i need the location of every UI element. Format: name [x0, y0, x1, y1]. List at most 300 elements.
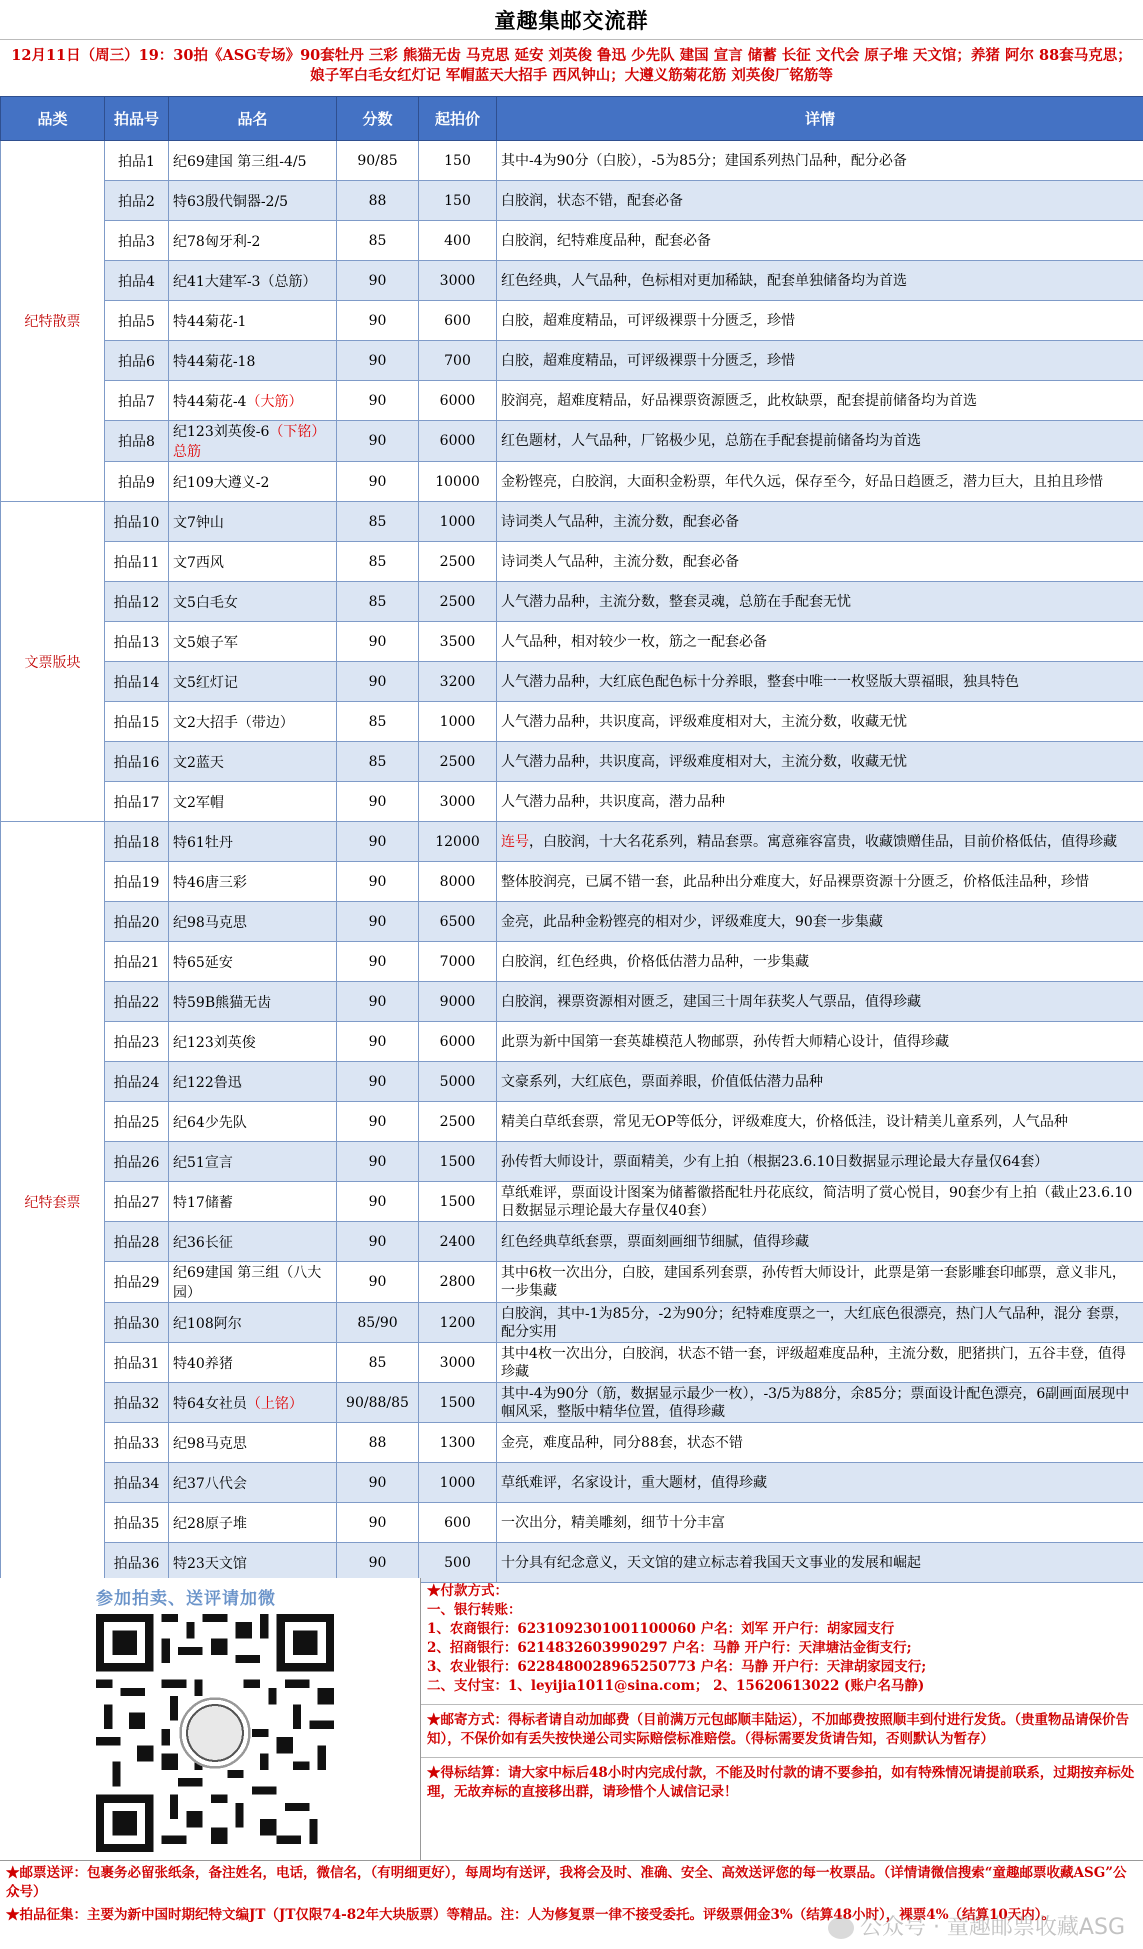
lot-number: 拍品8: [105, 421, 169, 462]
payment-info-panel: [420, 1578, 1143, 1860]
table-row: [1, 381, 1143, 421]
item-details: [497, 1102, 1143, 1142]
details-text: 金粉铿亮，白胶润，大面积金粉票，年代久远，保存至今，好品日趋匮乏，潜力巨大，且拍且珍惜: [501, 473, 1103, 490]
lot-number: 拍品20: [105, 902, 169, 942]
wechat-qr-code-icon: [95, 1614, 335, 1852]
table-row: [1, 662, 1143, 702]
table-row: [1, 862, 1143, 902]
details-text: 人气潜力品种，主流分数，整套灵魂，总筋在手配套无忧: [501, 593, 851, 610]
score: 90: [337, 381, 419, 421]
item-name: [169, 1543, 337, 1583]
start-price: 9000: [419, 982, 497, 1022]
table-row: [1, 301, 1143, 341]
item-details: [497, 782, 1143, 822]
score: 90: [337, 982, 419, 1022]
table-row: [1, 1463, 1143, 1503]
join-auction-text: 参加拍卖、送评请加微: [96, 1589, 276, 1609]
start-price: 3000: [419, 1343, 497, 1383]
score: 90: [337, 1262, 419, 1303]
item-name: [169, 782, 337, 822]
item-name-text: 文2军帽: [173, 794, 224, 811]
details-text: 其中-4为90分（白胶），-5为85分；建国系列热门品种，配分必备: [501, 152, 907, 169]
item-name-text: 特64女社员: [173, 1395, 247, 1412]
header-lot-no: 拍品号: [105, 97, 169, 141]
score: 90: [337, 942, 419, 982]
table-row: [1, 341, 1143, 381]
item-name-text: 纪36长征: [173, 1234, 233, 1251]
lot-number: 拍品21: [105, 942, 169, 982]
start-price: 1000: [419, 502, 497, 542]
table-row: [1, 702, 1143, 742]
details-text: 白胶润，裸票资源相对匮乏，建国三十周年获奖人气票品，值得珍藏: [501, 993, 921, 1010]
lot-number: 拍品19: [105, 862, 169, 902]
table-row: [1, 1383, 1143, 1423]
table-row: [1, 1182, 1143, 1222]
table-row: [1, 1142, 1143, 1182]
details-text: 一次出分，精美雕刻，细节十分丰富: [501, 1514, 725, 1531]
lot-number: 拍品31: [105, 1343, 169, 1383]
lot-number: 拍品25: [105, 1102, 169, 1142]
table-row: [1, 1343, 1143, 1383]
item-details: [497, 902, 1143, 942]
table-row: [1, 742, 1143, 782]
note-consignment: ★拍品征集：主要为新中国时期纪特文编JT（JT仅限74-82年大块版票）等精品。注：人为修复票一律不接受委托。评级票佣金3%（结算48小时），裸票4%（结算10天内）。: [6, 1907, 1056, 1923]
details-text: 草纸难评，名家设计，重大题材，值得珍藏: [501, 1474, 767, 1491]
item-name: [169, 462, 337, 502]
start-price: 10000: [419, 462, 497, 502]
item-name: [169, 622, 337, 662]
score: 90/85: [337, 141, 419, 181]
table-row: [1, 1503, 1143, 1543]
payment-title: ★付款方式：: [427, 1583, 508, 1599]
score: 90: [337, 1142, 419, 1182]
start-price: 150: [419, 141, 497, 181]
note-grading: ★邮票送评：包裹务必留张纸条，备注姓名，电话，微信名，（有明细更好），每周均有送评，我将会及时、准确、安全、高效送评您的每一枚票品。（详情请微信搜索“童趣邮票收藏ASG”公众号）: [6, 1865, 1127, 1900]
item-name-text: 纪64少先队: [173, 1114, 247, 1131]
table-row: [1, 141, 1143, 181]
start-price: 2800: [419, 1262, 497, 1303]
item-name-text: 纪78匈牙利-2: [173, 233, 261, 250]
details-text: 整体胶润亮，已属不错一套，此品种出分难度大，好品裸票资源十分匮乏，价格低洼品种，珍惜: [501, 873, 1089, 890]
lot-number: 拍品6: [105, 341, 169, 381]
start-price: 6000: [419, 1022, 497, 1062]
start-price: 6000: [419, 381, 497, 421]
start-price: 3000: [419, 261, 497, 301]
score: 88: [337, 1423, 419, 1463]
item-name-text: 文5娘子军: [173, 634, 238, 651]
lot-number: 拍品30: [105, 1303, 169, 1343]
table-row: [1, 942, 1143, 982]
details-text: 白胶润，纪特难度品种，配套必备: [501, 232, 711, 249]
item-name-text: 文7西风: [173, 554, 224, 571]
item-name-highlight: （下铭）: [269, 424, 326, 440]
item-name-text: 特46唐三彩: [173, 874, 247, 891]
score: 90: [337, 1062, 419, 1102]
item-name: [169, 1343, 337, 1383]
settlement-info: ★得标结算：请大家中标后48小时内完成付款，不能及时付款的请不要参拍，如有特殊情况请提前联系，过期按弃标处理，无故弃标的直接移出群，请珍惜个人诚信记录！: [427, 1765, 1135, 1800]
item-details: [497, 462, 1143, 502]
item-name: [169, 942, 337, 982]
item-details: [497, 862, 1143, 902]
item-name-text: 特44菊花-1: [173, 313, 247, 330]
item-name-text: 纪122鲁迅: [173, 1074, 242, 1091]
item-details: [497, 542, 1143, 582]
details-text: 其中4枚一次出分，白胶润，状态不错一套，评级超难度品种，主流分数，肥猪拱门，五谷丰登，值得珍藏: [501, 1345, 1126, 1380]
item-name: [169, 1182, 337, 1222]
lot-number: 拍品17: [105, 782, 169, 822]
score: 85: [337, 582, 419, 622]
start-price: 1300: [419, 1423, 497, 1463]
item-name-text: 文5白毛女: [173, 594, 238, 611]
score: 88: [337, 181, 419, 221]
lot-number: 拍品3: [105, 221, 169, 261]
item-details: [497, 662, 1143, 702]
item-name-text: 纪109大遵义-2: [173, 474, 270, 491]
item-name: [169, 1262, 337, 1303]
item-name-text: 特61牡丹: [173, 834, 233, 851]
item-details: [497, 1022, 1143, 1062]
score: 90: [337, 1222, 419, 1262]
score: 85: [337, 702, 419, 742]
item-name-text: 纪28原子堆: [173, 1515, 247, 1532]
start-price: 2400: [419, 1222, 497, 1262]
table-row: [1, 181, 1143, 221]
header-details: 详情: [497, 97, 1143, 141]
item-name-text: 纪69建国 第三组（八大园）: [173, 1265, 322, 1301]
score: 90: [337, 1543, 419, 1583]
lot-number: 拍品27: [105, 1182, 169, 1222]
item-name: [169, 702, 337, 742]
item-name-text: 纪98马克思: [173, 914, 247, 931]
item-name: [169, 221, 337, 261]
item-name-text: 纪123刘英俊: [173, 1034, 256, 1051]
lot-number: 拍品13: [105, 622, 169, 662]
start-price: 3000: [419, 782, 497, 822]
item-details: [497, 1463, 1143, 1503]
table-row: [1, 542, 1143, 582]
item-details: [497, 1303, 1143, 1343]
details-text: 红色经典，人气品种，色标相对更加稀缺，配套单独储备均为首选: [501, 272, 907, 289]
details-text: 白胶润，红色经典，价格低估潜力品种，一步集藏: [501, 953, 809, 970]
item-details: [497, 181, 1143, 221]
item-details: [497, 822, 1143, 862]
item-name: [169, 1503, 337, 1543]
start-price: 8000: [419, 862, 497, 902]
item-name: [169, 261, 337, 301]
score: 90: [337, 1182, 419, 1222]
item-name-text: 特44菊花-4: [173, 393, 247, 410]
item-name-text: 纪37八代会: [173, 1475, 247, 1492]
item-name-highlight: （大筋）: [246, 393, 303, 410]
item-details: [497, 1062, 1143, 1102]
header-category: 品类: [1, 97, 105, 141]
score: 90: [337, 622, 419, 662]
item-name: [169, 1022, 337, 1062]
score: 85: [337, 221, 419, 261]
lot-number: 拍品28: [105, 1222, 169, 1262]
item-name-suffix: 总筋: [173, 444, 201, 460]
item-name: [169, 1062, 337, 1102]
watermark-text: 公众号 · 童趣邮票收藏ASG: [859, 1915, 1125, 1940]
start-price: 1200: [419, 1303, 497, 1343]
start-price: 1500: [419, 1182, 497, 1222]
table-row: [1, 582, 1143, 622]
item-name-text: 特23天文馆: [173, 1555, 247, 1572]
item-details: [497, 742, 1143, 782]
item-name-text: 文2大招手（带边）: [173, 714, 294, 731]
table-row: [1, 622, 1143, 662]
start-price: 1500: [419, 1142, 497, 1182]
table-row: [1, 1543, 1143, 1583]
score: 85: [337, 1343, 419, 1383]
score: 90: [337, 862, 419, 902]
item-name: [169, 421, 337, 462]
alipay-info: 二、支付宝：1、leyijia1011@sina.com； 2、15620613022 (账户名马静): [427, 1678, 925, 1694]
item-name: [169, 1423, 337, 1463]
item-name-text: 纪123刘英俊-6: [173, 424, 270, 440]
table-row: [1, 502, 1143, 542]
details-text: 精美白草纸套票，常见无OP等低分，评级难度大，价格低洼，设计精美儿童系列，人气品种: [501, 1113, 1068, 1130]
item-details: [497, 502, 1143, 542]
bank-transfer-title: 一、银行转账：: [427, 1602, 522, 1618]
item-name-text: 纪69建国 第三组-4/5: [173, 153, 307, 170]
bank-account-1: 1、农商银行：6231092301001100060 户名：刘军 开户行：胡家园支行: [427, 1621, 895, 1637]
shipping-info: ★邮寄方式：得标者请自动加邮费（目前满万元包邮顺丰陆运），不加邮费按照顺丰到付进行发货。（贵重物品请保价告知），不保价如有丢失按快递公司实际赔偿标准赔偿。（得标需要发货请告知，否则默认为暂存）: [427, 1712, 1129, 1747]
details-text: 孙传哲大师设计，票面精美，少有上拍（根据23.6.10日数据显示理论最大存量仅64套）: [501, 1153, 1049, 1170]
score: 90: [337, 782, 419, 822]
category-cell: 文票版块: [1, 502, 105, 822]
start-price: 12000: [419, 822, 497, 862]
item-details: [497, 982, 1143, 1022]
item-name: [169, 662, 337, 702]
bank-account-2: 2、招商银行：6214832603990297 户名：马静 开户行：天津塘沽金街支行;: [427, 1640, 912, 1656]
details-text: 金亮，难度品种，同分88套，状态不错: [501, 1434, 743, 1451]
details-text: 草纸难评，票面设计图案为储蓄徽搭配牡丹花底纹，简洁明了赏心悦目，90套少有上拍（截止23.6.10日数据显示理论最大存量仅40套）: [501, 1184, 1133, 1219]
item-name-text: 纪98马克思: [173, 1435, 247, 1452]
score: 90: [337, 822, 419, 862]
item-name: [169, 141, 337, 181]
score: 90: [337, 1463, 419, 1503]
start-price: 1000: [419, 1463, 497, 1503]
item-details: [497, 221, 1143, 261]
lot-number: 拍品5: [105, 301, 169, 341]
lot-number: 拍品26: [105, 1142, 169, 1182]
score: 85/90: [337, 1303, 419, 1343]
item-details: [497, 1182, 1143, 1222]
table-row: [1, 1022, 1143, 1062]
details-highlight: 连号: [501, 833, 529, 850]
item-name: [169, 822, 337, 862]
divider: [421, 1704, 1143, 1705]
details-text: 诗词类人气品种，主流分数，配套必备: [501, 553, 739, 570]
details-text: 金亮，此品种金粉铿亮的相对少，评级难度大，90套一步集藏: [501, 913, 883, 930]
item-name: [169, 502, 337, 542]
session-banner: 12月11日（周三）19：30拍《ASG专场》90套牡丹 三彩 熊猫无齿 马克思 延安 刘英俊 鲁迅 少先队 建国 宣言 储蓄 长征 文代会 原子堆 天文馆；养猪 阿尔 88套马克思；娘子军白毛女红灯记 军帽蓝天大招手 西风钟山；大遵义筋菊花筋 刘英俊厂铭筋等: [11, 47, 1132, 84]
lot-number: 拍品9: [105, 462, 169, 502]
table-row: [1, 1423, 1143, 1463]
item-name-text: 文2蓝天: [173, 754, 224, 771]
contact-panel: [0, 1578, 420, 1860]
item-name-text: 特63殷代铜器-2/5: [173, 193, 289, 210]
item-name-text: 特59B熊猫无齿: [173, 994, 272, 1011]
item-name: [169, 1303, 337, 1343]
payment-methods: [427, 1582, 1137, 1696]
start-price: 600: [419, 301, 497, 341]
table-row: [1, 261, 1143, 301]
category-cell: 纪特散票: [1, 141, 105, 502]
details-text: 人气品种，相对较少一枚，筋之一配套必备: [501, 633, 767, 650]
lot-number: 拍品10: [105, 502, 169, 542]
details-text: 其中6枚一次出分，白胶，建国系列套票，孙传哲大师设计，此票是第一套影雕套印邮票，意义非凡，一步集藏: [501, 1265, 1126, 1299]
item-details: [497, 702, 1143, 742]
table-row: [1, 1062, 1143, 1102]
item-name: [169, 341, 337, 381]
lot-number: 拍品29: [105, 1262, 169, 1303]
item-name-text: 纪41大建军-3（总筋）: [173, 273, 317, 290]
details-text: 白胶润，其中-1为85分，-2为90分；纪特难度票之一，大红底色很漂亮，热门人气品种，混分 套票，配分实用: [501, 1305, 1129, 1340]
start-price: 2500: [419, 542, 497, 582]
watermark: [828, 1910, 1125, 1941]
item-name: [169, 862, 337, 902]
table-row: [1, 902, 1143, 942]
item-details: [497, 582, 1143, 622]
score: 90: [337, 261, 419, 301]
lot-number: 拍品36: [105, 1543, 169, 1583]
table-row: [1, 1262, 1143, 1303]
lot-table: [0, 96, 1143, 1583]
item-details: [497, 942, 1143, 982]
bank-account-3: 3、农业银行：6228480028965250773 户名：马静 开户行：天津胡家园支行;: [427, 1659, 927, 1675]
table-row: [1, 782, 1143, 822]
page-title: 童趣集邮交流群: [0, 0, 1143, 40]
item-name: [169, 902, 337, 942]
details-text: 人气潜力品种，大红底色配色标十分养眼，整套中唯一一枚竖版大票福眼，独具特色: [501, 673, 1019, 690]
item-details: [497, 381, 1143, 421]
item-name: [169, 181, 337, 221]
score: 90: [337, 1102, 419, 1142]
item-name-text: 特44菊花-18: [173, 353, 256, 370]
score: 90: [337, 1022, 419, 1062]
header-item-name: 品名: [169, 97, 337, 141]
item-details: [497, 1262, 1143, 1303]
start-price: 2500: [419, 742, 497, 782]
item-details: [497, 301, 1143, 341]
table-row: [1, 982, 1143, 1022]
start-price: 150: [419, 181, 497, 221]
start-price: 7000: [419, 942, 497, 982]
item-name: [169, 1222, 337, 1262]
score: 90: [337, 1503, 419, 1543]
item-details: [497, 1222, 1143, 1262]
table-row: [1, 1222, 1143, 1262]
lot-number: 拍品18: [105, 822, 169, 862]
start-price: 1500: [419, 1383, 497, 1423]
start-price: 6500: [419, 902, 497, 942]
details-text: 人气潜力品种，共识度高，评级难度相对大，主流分数，收藏无忧: [501, 713, 907, 730]
item-name: [169, 1102, 337, 1142]
item-details: [497, 261, 1143, 301]
item-details: [497, 1543, 1143, 1583]
start-price: 1000: [419, 702, 497, 742]
lot-number: 拍品11: [105, 542, 169, 582]
lot-number: 拍品7: [105, 381, 169, 421]
item-details: [497, 141, 1143, 181]
start-price: 400: [419, 221, 497, 261]
details-text: 诗词类人气品种，主流分数，配套必备: [501, 513, 739, 530]
item-details: [497, 1423, 1143, 1463]
start-price: 2500: [419, 1102, 497, 1142]
wechat-icon: [828, 1917, 854, 1939]
item-name-text: 文7钟山: [173, 514, 224, 531]
header-score: 分数: [337, 97, 419, 141]
lot-number: 拍品32: [105, 1383, 169, 1423]
item-name: [169, 582, 337, 622]
table-header-row: [1, 97, 1143, 141]
score: 85: [337, 742, 419, 782]
score: 90: [337, 341, 419, 381]
details-text: 十分具有纪念意义，天文馆的建立标志着我国天文事业的发展和崛起: [501, 1554, 921, 1571]
item-name-highlight: （上铭）: [246, 1395, 303, 1412]
lot-number: 拍品24: [105, 1062, 169, 1102]
item-details: [497, 1503, 1143, 1543]
lot-number: 拍品14: [105, 662, 169, 702]
item-name: [169, 1463, 337, 1503]
score: 90: [337, 902, 419, 942]
score: 85: [337, 542, 419, 582]
details-text: 白胶，超难度精品，可评级裸票十分匮乏，珍惜: [501, 312, 795, 329]
score: 90: [337, 301, 419, 341]
item-name: [169, 1142, 337, 1182]
item-name-text: 纪51宣言: [173, 1154, 233, 1171]
item-details: [497, 1383, 1143, 1423]
item-name: [169, 742, 337, 782]
details-text: 其中-4为90分（筋，数据显示最少一枚），-3/5为88分，余85分；票面设计配色漂亮，6副画面展现中帼风采，整版中精华位置，值得珍藏: [501, 1385, 1130, 1420]
start-price: 600: [419, 1503, 497, 1543]
item-name: [169, 301, 337, 341]
divider: [421, 1757, 1143, 1758]
table-row: [1, 822, 1143, 862]
table-row: [1, 221, 1143, 261]
score: 90: [337, 662, 419, 702]
header-start-price: 起拍价: [419, 97, 497, 141]
start-price: 2500: [419, 582, 497, 622]
score: 85: [337, 502, 419, 542]
details-text: 此票为新中国第一套英雄模范人物邮票，孙传哲大师精心设计，值得珍藏: [501, 1033, 949, 1050]
item-details: [497, 1343, 1143, 1383]
start-price: 5000: [419, 1062, 497, 1102]
lot-number: 拍品2: [105, 181, 169, 221]
lot-number: 拍品4: [105, 261, 169, 301]
details-text: 红色经典草纸套票，票面刻画细节细腻，值得珍藏: [501, 1233, 809, 1250]
start-price: 3200: [419, 662, 497, 702]
lot-number: 拍品12: [105, 582, 169, 622]
details-text: 文豪系列，大红底色，票面养眼，价值低估潜力品种: [501, 1073, 823, 1090]
score: 90: [337, 462, 419, 502]
item-name: [169, 542, 337, 582]
item-name: [169, 381, 337, 421]
item-details: [497, 341, 1143, 381]
lot-number: 拍品16: [105, 742, 169, 782]
lot-number: 拍品1: [105, 141, 169, 181]
lot-number: 拍品35: [105, 1503, 169, 1543]
item-details: [497, 421, 1143, 462]
start-price: 500: [419, 1543, 497, 1583]
table-row: [1, 462, 1143, 502]
item-name-text: 纪108阿尔: [173, 1315, 242, 1332]
item-details: [497, 622, 1143, 662]
item-name-text: 特65延安: [173, 954, 233, 971]
score: 90/88/85: [337, 1383, 419, 1423]
